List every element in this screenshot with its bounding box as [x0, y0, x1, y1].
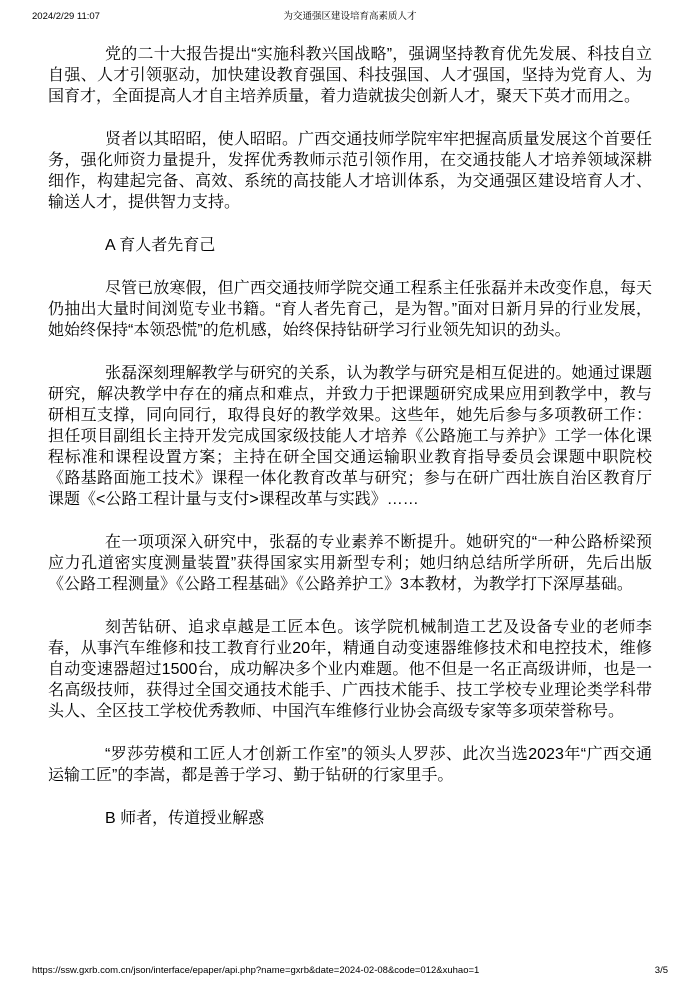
section-heading-a: A 育人者先育己: [105, 237, 216, 254]
article-paragraph: 在一项项深入研究中，张磊的专业素养不断提升。她研究的“一种公路桥梁预应力孔道密实度测量装置”获得国家实用新型专利；她归纳总结所学所研，先后出版《公路工程测量》《公路工程基础》《公路养护工》3本教材，为教学打下深厚基础。: [48, 534, 652, 593]
article-paragraph: 贤者以其昭昭，使人昭昭。广西交通技师学院牢牢把握高质量发展这个首要任务，强化师资力量提升，发挥优秀教师示范引领作用，在交通技能人才培养领域深耕细作，构建起完备、高效、系统的高技能人才培训体系，为交通强区建设培育人才、输送人才，提供智力支持。: [48, 131, 652, 211]
article-paragraph: 党的二十大报告提出“实施科教兴国战略”，强调坚持教育优先发展、科技自立自强、人才引领驱动，加快建设教育强国、科技强国、人才强国，坚持为党育人、为国育才，全面提高人才自主培养质量，着力造就拔尖创新人才，聚天下英才而用之。: [48, 46, 652, 105]
page-indicator: 3/5: [654, 965, 668, 976]
source-url: https://ssw.gxrb.com.cn/json/interface/epaper/api.php?name=gxrb&date=2024-02-08&code=012&xuhao=1: [32, 965, 480, 976]
print-footer: [32, 965, 668, 977]
article-paragraph: 尽管已放寒假，但广西交通技师学院交通工程系主任张磊并未改变作息，每天仍抽出大量时间浏览专业书籍。“育人者先育己，是为智。”面对日新月异的行业发展，她始终保持“本领恐慌”的危机感，始终保持钻研学习行业领先知识的劲头。: [48, 280, 652, 339]
document-title: 为交通强区建设培育高素质人才: [283, 11, 417, 22]
print-timestamp: 2024/2/29 11:07: [32, 11, 100, 22]
article-paragraph: 刻苦钻研、追求卓越是工匠本色。该学院机械制造工艺及设备专业的老师李春，从事汽车维修和技工教育行业20年，精通自动变速器维修技术和电控技术，维修自动变速器超过1500台，成功解决多个业内难题。他不但是一名正高级讲师，也是一名高级技师，获得过全国交通技术能手、广西技术能手、技工学校专业理论类学科带头人、全区技工学校优秀教师、中国汽车维修行业协会高级专家等多项荣誉称号。: [48, 619, 652, 720]
print-header: [32, 11, 668, 25]
article-paragraph: 张磊深刻理解教学与研究的关系，认为教学与研究是相互促进的。她通过课题研究，解决教学中存在的痛点和难点，并致力于把课题研究成果应用到教学中，教与研相互支撑，同向同行，取得良好的教学效果。这些年，她先后参与多项教研工作：担任项目副组长主持开发完成国家级技能人才培养《公路施工与养护》工学一体化课程标准和课程设置方案；主持在研全国交通运输职业教育指导委员会课题中职院校《路基路面施工技术》课程一体化教育改革与研究；参与在研广西壮族自治区教育厅课题《<公路工程计量与支付>课程改革与实践》……: [48, 365, 652, 508]
section-heading-b: B 师者，传道授业解惑: [105, 810, 265, 827]
article-paragraph: “罗莎劳模和工匠人才创新工作室”的领头人罗莎、此次当选2023年“广西交通运输工匠”的李嵩，都是善于学习、勤于钻研的行家里手。: [48, 746, 652, 784]
article-body: [48, 44, 652, 851]
